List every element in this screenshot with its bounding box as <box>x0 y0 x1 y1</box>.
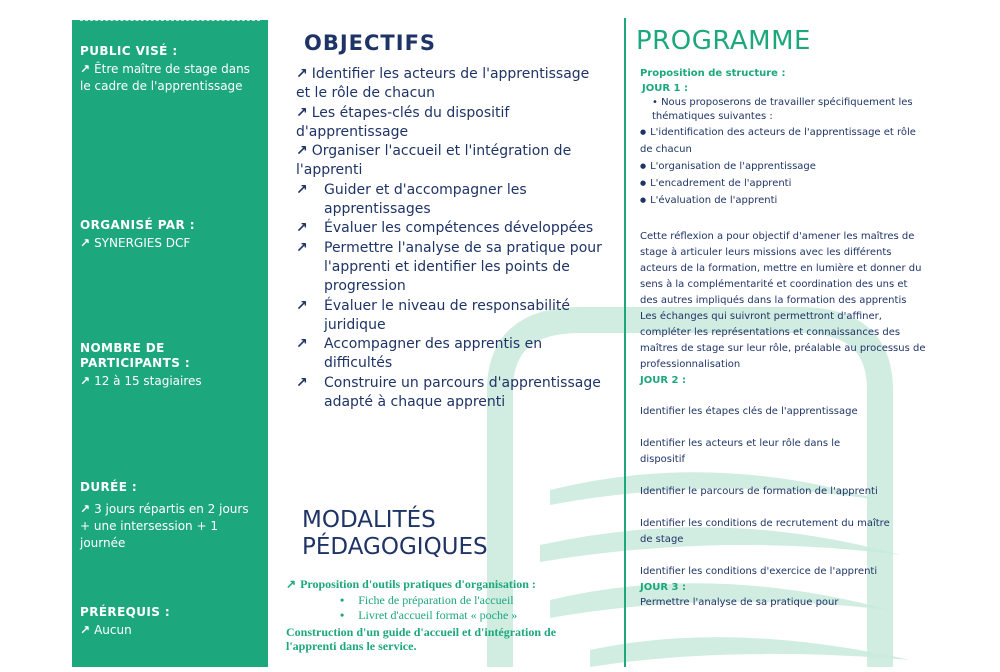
programme-column <box>624 18 926 667</box>
list-item <box>296 335 606 374</box>
sidebar-value <box>80 61 262 95</box>
programme-content <box>640 66 926 611</box>
objectif-text: Évaluer les compétences développées <box>324 220 594 237</box>
objectif-text: Construire un parcours d'apprentissage adapté à chaque apprenti <box>324 374 601 411</box>
sidebar-value-text: 12 à 15 stagiaires <box>94 374 202 388</box>
modalites-intro-text: Proposition d'outils pratiques d'organisation : <box>300 577 536 591</box>
arrow-icon: ↗ <box>80 502 91 516</box>
list-item: ● L'encadrement de l'apprenti <box>640 175 926 192</box>
bullet-text: Livret d'accueil format « poche » <box>358 608 518 622</box>
list-item <box>296 65 606 104</box>
list-item: Identifier le parcours de formation de l'apprenti <box>640 486 878 497</box>
bullet-text: Fiche de préparation de l'accueil <box>358 593 514 607</box>
list-item: • Livret d'accueil format « poche » <box>340 608 518 622</box>
list-item: Identifier les conditions de recrutement du maître de stage <box>640 518 890 545</box>
objectifs-heading: OBJECTIFS <box>304 31 437 55</box>
arrow-icon: ↗ <box>80 62 91 76</box>
info-sidebar <box>72 20 268 667</box>
objectif-text: Les étapes-clés du dispositif d'apprentissage <box>296 104 510 140</box>
arrow-icon: ↗ <box>296 143 308 160</box>
objectif-text: Accompagner des apprentis en difficultés <box>324 336 543 372</box>
sidebar-value-text: SYNERGIES DCF <box>94 236 191 250</box>
sidebar-value-text: Aucun <box>94 623 132 637</box>
jour2-label: JOUR 2 : <box>640 375 686 386</box>
list-item <box>296 181 606 220</box>
arrow-icon: ↗ <box>296 374 308 391</box>
arrow-icon: ↗ <box>296 239 308 256</box>
programme-heading: PROGRAMME <box>636 26 811 56</box>
sidebar-label: NOMBRE DE PARTICIPANTS : <box>80 341 191 370</box>
objectif-text: Organiser l'accueil et l'intégration de l'apprenti <box>296 143 572 179</box>
sidebar-block-organise <box>80 218 262 252</box>
objectif-text: Évaluer le niveau de responsabilité juridique <box>324 297 570 333</box>
objectif-text: Guider et d'accompagner les apprentissages <box>324 181 527 218</box>
sidebar-value <box>80 373 262 390</box>
objectif-text: Identifier les acteurs de l'apprentissage et le rôle de chacun <box>296 66 590 102</box>
list-item: ● L'évaluation de l'apprenti <box>640 192 926 209</box>
list-item <box>296 239 606 297</box>
reflexion-paragraph: Cette réflexion a pour objectif d'amener les maîtres de stage à articuler leurs missions avec les différents acteurs de la formation, mettre en lumière et donner du sens à la complémentarité et coordination des uns et des autres impliqués dans la formation des apprentis <box>640 231 922 306</box>
list-item <box>296 104 606 143</box>
arrow-icon: ↗ <box>296 66 308 82</box>
list-item: Identifier les étapes clés de l'apprentissage <box>640 406 858 417</box>
sidebar-value-text: Être maître de stage dans le cadre de l'apprentissage <box>80 62 250 93</box>
list-item <box>296 219 606 238</box>
list-item <box>296 374 606 413</box>
modalites-content <box>286 577 606 653</box>
arrow-icon: ↗ <box>80 623 91 637</box>
jour1-label: JOUR 1 : <box>642 83 688 94</box>
list-item: Identifier les conditions d'exercice de l'apprenti <box>640 566 878 577</box>
echanges-paragraph: Les échanges qui suivront permettront d'affiner, compléter les représentations et connaissances des maîtres de stage sur leur rôle, préalable au processus de professionnalisation <box>640 311 926 370</box>
arrow-icon: ↗ <box>296 181 308 198</box>
sidebar-value <box>80 622 262 639</box>
list-item: ● L'organisation de l'apprentissage <box>640 158 926 175</box>
sidebar-value <box>80 501 250 552</box>
objectif-text: Permettre l'analyse de sa pratique pour l'apprenti et identifier les points de progression <box>324 239 602 295</box>
jour1-intro: • Nous proposerons de travailler spécifiquement les thématiques suivantes : <box>652 97 913 122</box>
modalites-heading: MODALITÉS PÉDAGOGIQUES <box>302 507 488 560</box>
arrow-icon: ↗ <box>296 297 308 314</box>
list-item: • Fiche de préparation de l'accueil <box>340 593 514 607</box>
arrow-icon: ↗ <box>296 220 308 237</box>
sidebar-block-public <box>80 44 262 95</box>
arrow-icon: ↗ <box>296 336 308 353</box>
sidebar-value <box>80 235 262 252</box>
list-item <box>296 297 606 336</box>
list-item: Identifier les acteurs et leur rôle dans le dispositif <box>640 438 841 465</box>
jour3-label: JOUR 3 : <box>640 582 686 593</box>
sidebar-block-participants <box>80 341 262 390</box>
list-item: ● L'identification des acteurs de l'apprentissage et rôle de chacun <box>640 124 926 158</box>
sidebar-value-text: 3 jours répartis en 2 jours + une intersession + 1 journée <box>80 502 249 550</box>
sidebar-block-prerequis <box>80 605 262 639</box>
modalites-construction: Construction d'un guide d'accueil et d'intégration de l'apprenti dans le service. <box>286 625 557 653</box>
sidebar-divider <box>80 20 260 21</box>
structure-label: Proposition de structure : <box>640 68 786 79</box>
sidebar-label: DURÉE : <box>80 480 138 494</box>
sidebar-block-duree <box>80 480 262 552</box>
sidebar-label: ORGANISÉ PAR : <box>80 218 195 232</box>
list-item <box>296 142 606 181</box>
list-item: Permettre l'analyse de sa pratique pour <box>640 597 839 608</box>
arrow-icon: ↗ <box>296 104 308 121</box>
sidebar-label: PUBLIC VISÉ : <box>80 44 178 58</box>
sidebar-label: PRÉREQUIS : <box>80 605 171 619</box>
objectifs-list <box>296 65 606 412</box>
modalites-intro <box>286 577 606 591</box>
arrow-icon: ↗ <box>286 577 297 591</box>
modalites-bullets <box>286 593 606 623</box>
arrow-icon: ↗ <box>80 374 91 388</box>
arrow-icon: ↗ <box>80 236 91 250</box>
